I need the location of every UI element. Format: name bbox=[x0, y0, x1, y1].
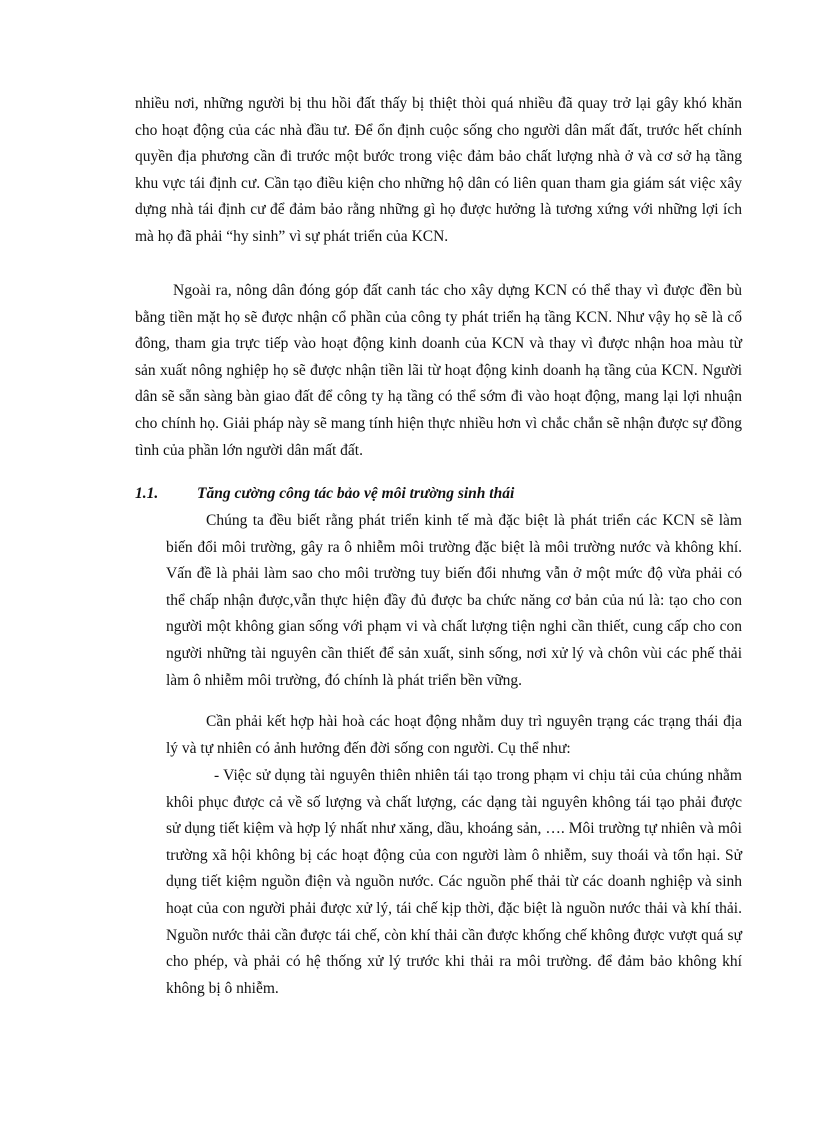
section-heading bbox=[135, 481, 742, 508]
section-number: 1.1. bbox=[135, 485, 159, 502]
section-title: Tăng cường công tác bảo vệ môi trường sinh thái bbox=[197, 485, 515, 502]
paragraph-harmony: Cần phải kết hợp hài hoà các hoạt động nhằm duy trì nguyên trạng các trạng thái địa lý và tự nhiên có ảnh hưởng đến đời sống con người. Cụ thể như: bbox=[166, 713, 742, 757]
paragraph-environment: Chúng ta đều biết rằng phát triển kinh tế mà đặc biệt là phát triển các KCN sẽ làm biến đổi môi trường, gây ra ô nhiễm môi trường đặc biệt là môi trường nước và không khí. Vấn đề là phải làm sao cho môi trường tuy biến đổi nhưng vẫn ở một mức độ vừa phải có thể chấp nhận được,vẫn thực hiện đầy đủ được ba chức năng cơ bản của nú là: tạo cho con người một không gian sống với phạm vi và chất lượng tiện nghi cần thiết, cung cấp cho con người những tài nguyên cần thiết để sản xuất, sinh sống, nơi xử lý và chôn vùi các phế thải làm ô nhiễm môi trường, đó chính là phát triển bền vững. bbox=[166, 512, 742, 689]
paragraph-shares: Ngoài ra, nông dân đóng góp đất canh tác cho xây dựng KCN có thể thay vì được đền bù bằng tiền mặt họ sẽ được nhận cổ phần của công ty phát triển hạ tầng KCN. Như vậy họ sẽ là cổ đông, tham gia trực tiếp vào hoạt động kinh doanh của KCN và thay vì được nhận hoa màu từ sản xuất nông nghiệp họ sẽ được nhận tiền lãi từ hoạt động kinh doanh hạ tầng của KCN. Người dân sẽ sẵn sàng bàn giao đất để công ty hạ tầng có thể sớm đi vào hoạt động, mang lại lợi nhuận cho chính họ. Giải pháp này sẽ mang tính hiện thực nhiều hơn vì chắc chắn sẽ nhận được sự đồng tình của phần lớn người dân mất đất. bbox=[135, 282, 742, 459]
paragraph-resettlement: nhiều nơi, những người bị thu hồi đất thấy bị thiệt thòi quá nhiều đã quay trở lại gây khó khăn cho hoạt động của các nhà đầu tư. Để ổn định cuộc sống cho người dân mất đất, trước hết chính quyền địa phương cần đi trước một bước trong việc đảm bảo chất lượng nhà ở và cơ sở hạ tầng khu vực tái định cư. Cần tạo điều kiện cho những hộ dân có liên quan tham gia giám sát việc xây dựng nhà tái định cư để đảm bảo rằng những gì họ được hưởng là tương xứng với những lợi ích mà họ đã phải “hy sinh” vì sự phát triển của KCN. bbox=[135, 95, 742, 245]
paragraph-resources: - Việc sử dụng tài nguyên thiên nhiên tái tạo trong phạm vi chịu tải của chúng nhằm khôi phục được cả về số lượng và chất lượng, các dạng tài nguyên không tái tạo phải được sử dụng tiết kiệm và hợp lý nhất như xăng, dầu, khoáng sản, …. Môi trường tự nhiên và môi trường xã hội không bị các hoạt động của con người làm ô nhiễm, suy thoái và tổn hại. Sử dụng tiết kiệm nguồn điện và nguồn nước. Các nguồn phế thải từ các doanh nghiệp và sinh hoạt của con người phải được xử lý, tái chế kịp thời, đặc biệt là nguồn nước thải và khí thải. Nguồn nước thải cần được tái chế, còn khí thải cần được khống chế không được vượt quá sự cho phép, và phải có hệ thống xử lý trước khi thải ra môi trường. để đảm bảo không khí không bị ô nhiễm. bbox=[166, 767, 742, 997]
